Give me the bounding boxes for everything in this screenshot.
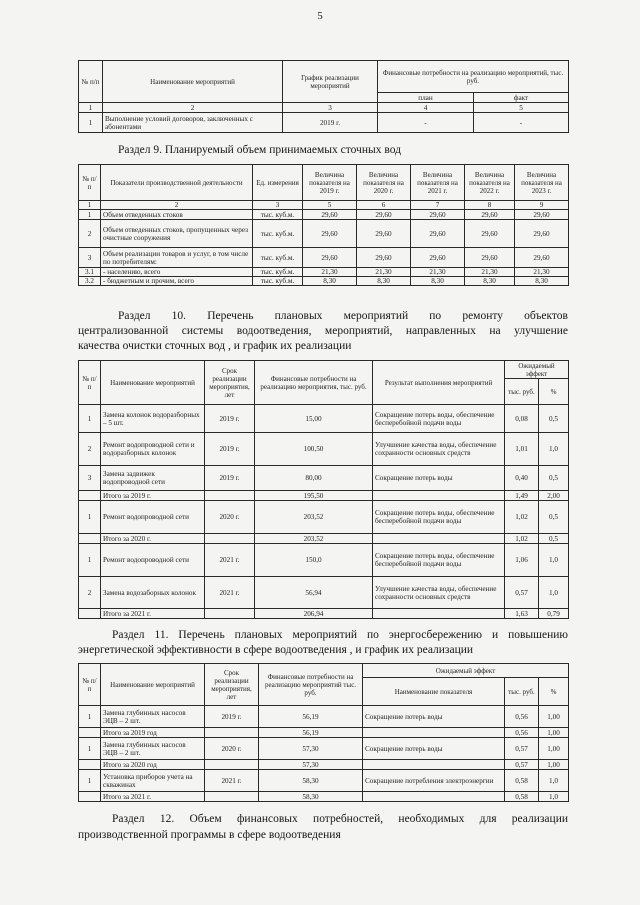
cell: 29,60: [515, 220, 569, 248]
cell: 0,57: [505, 577, 539, 609]
cell: [79, 609, 101, 619]
cell: 1,00: [539, 760, 569, 770]
table-header-row: [79, 165, 569, 201]
colnum: 2: [101, 201, 253, 210]
cell: 29,60: [465, 248, 515, 268]
cell: Сокращение потерь воды, обеспечение бесперебойной подачи воды: [373, 501, 505, 534]
header-cell: Срок реализации мероприятия, лет: [205, 664, 259, 706]
cell: Ремонт водопроводной сети и водоразборных колонок: [101, 433, 205, 466]
cell: 56,19: [259, 728, 363, 738]
cell: 15,00: [255, 405, 373, 433]
cell: 29,60: [515, 210, 569, 220]
cell: 0,57: [505, 760, 539, 770]
table-row: [79, 433, 569, 466]
cell: 57,30: [259, 738, 363, 760]
cell: [373, 491, 505, 501]
table-8-events: [78, 60, 569, 133]
cell: 1,0: [539, 433, 569, 466]
cell: 1: [79, 770, 101, 792]
cell: 29,60: [411, 220, 465, 248]
colnum: 3: [283, 103, 378, 113]
header-cell: № п/ п: [79, 664, 101, 706]
cell: Установка приборов учета на скважинах: [101, 770, 205, 792]
table-9-wastewater-volume: [78, 164, 569, 286]
cell: [79, 760, 101, 770]
cell: 150,0: [255, 544, 373, 577]
cell: [363, 760, 505, 770]
cell: [79, 491, 101, 501]
table-total-row: [79, 609, 569, 619]
cell: 2019 г.: [205, 706, 259, 728]
fact-header: факт: [474, 93, 569, 103]
header-cell: Величина показателя на 2021 г.: [411, 165, 465, 201]
cell: 2021 г.: [205, 544, 255, 577]
table-row: [79, 770, 569, 792]
colnum: 7: [411, 201, 465, 210]
table-row: [79, 113, 569, 133]
cell: 56,19: [259, 706, 363, 728]
cell: Ремонт водопроводной сети: [101, 544, 205, 577]
table-row: [79, 210, 569, 220]
cell: Объем отведенных стоков, пропущенных через очистные сооружения: [101, 220, 253, 248]
cell: 1: [79, 544, 101, 577]
cell: 1: [79, 738, 101, 760]
cell: 1,00: [539, 706, 569, 728]
cell: Сокращение потерь воды: [363, 706, 505, 728]
cell: 100,50: [255, 433, 373, 466]
cell: 2020 г.: [205, 738, 259, 760]
colnum: 4: [378, 103, 474, 113]
cell: Замена водозаборных колонок: [101, 577, 205, 609]
cell: 1: [79, 113, 103, 133]
colnum: 5: [474, 103, 569, 113]
table-11-energy-saving: [78, 663, 569, 802]
cell: 1: [79, 501, 101, 534]
cell: Замена колонок водоразборных – 5 шт.: [101, 405, 205, 433]
cell: 21,30: [303, 268, 357, 277]
header-cell: Наименование показателя: [363, 678, 505, 706]
cell: 1: [79, 210, 101, 220]
colnum: 2: [103, 103, 283, 113]
cell: 29,60: [411, 210, 465, 220]
colnum: 1: [79, 103, 103, 113]
cell: -: [474, 113, 569, 133]
cell: 0,58: [505, 770, 539, 792]
cell: 3.2: [79, 277, 101, 286]
section-9-title: Раздел 9. Планируемый объем принимаемых сточных вод: [118, 144, 401, 156]
table-row: [79, 268, 569, 277]
cell: 29,60: [303, 210, 357, 220]
cell: 57,30: [259, 760, 363, 770]
cell: Выполнение условий договоров, заключенных с абонентами: [103, 113, 283, 133]
cell: Замена глубинных насосов ЭЦВ – 2 шт.: [101, 706, 205, 728]
cell: тыс. куб.м.: [253, 210, 303, 220]
cell: [79, 534, 101, 544]
header-cell: Ед. измерения: [253, 165, 303, 201]
col-num-header: № п/п: [79, 61, 103, 103]
cell: Сокращение потерь воды: [363, 738, 505, 760]
header-cell: Срок реализации мероприятия, лет: [205, 361, 255, 405]
cell: 29,60: [357, 210, 411, 220]
cell: тыс. куб.м.: [253, 220, 303, 248]
cell: 8,30: [357, 277, 411, 286]
cell: [205, 491, 255, 501]
cell: Сокращение потерь воды: [373, 466, 505, 491]
table-10-repair-events: [78, 360, 569, 619]
cell: 1,00: [539, 738, 569, 760]
cell: [363, 728, 505, 738]
cell: Итого за 2020 г.: [101, 534, 205, 544]
cell: 0,5: [539, 501, 569, 534]
cell: 29,60: [303, 248, 357, 268]
table-total-row: [79, 534, 569, 544]
cell: 2021 г.: [205, 577, 255, 609]
header-cell: Результат выполнения мероприятий: [373, 361, 505, 405]
table-total-row: [79, 491, 569, 501]
table-row: [79, 277, 569, 286]
column-numbers-row: [79, 103, 569, 113]
table-total-row: [79, 728, 569, 738]
cell: 58,30: [259, 792, 363, 802]
cell: [373, 534, 505, 544]
cell: тыс. куб.м.: [253, 248, 303, 268]
table-row: [79, 220, 569, 248]
table-row: [79, 501, 569, 534]
header-cell: %: [539, 678, 569, 706]
header-cell: Величина показателя на 2020 г.: [357, 165, 411, 201]
cell: 1,0: [539, 770, 569, 792]
cell: [205, 609, 255, 619]
cell: Итого за 2021 г.: [101, 609, 205, 619]
table-row: [79, 738, 569, 760]
cell: 2019 г.: [205, 433, 255, 466]
cell: - населению, всего: [101, 268, 253, 277]
cell: 3.1: [79, 268, 101, 277]
cell: Сокращение потерь воды, обеспечение бесперебойной подачи воды: [373, 405, 505, 433]
cell: 206,94: [255, 609, 373, 619]
header-cell: Ожидаемый эффект: [363, 664, 569, 678]
section-12-title-line1: Раздел 12. Объем финансовых потребностей, необходимых для реализации: [112, 813, 568, 825]
section-11-title-line1: Раздел 11. Перечень плановых мероприятий по энергосбережению и повышению: [112, 629, 568, 641]
header-cell: Величина показателя на 2019 г.: [303, 165, 357, 201]
header-cell: %: [539, 379, 569, 405]
header-cell: тыс. руб.: [505, 379, 539, 405]
colnum: 5: [303, 201, 357, 210]
cell: 2: [79, 220, 101, 248]
colnum: 6: [357, 201, 411, 210]
table-header-row: [79, 664, 569, 678]
cell: 29,60: [465, 210, 515, 220]
col-schedule-header: График реализации мероприятий: [283, 61, 378, 103]
cell: 0,08: [505, 405, 539, 433]
cell: Улучшение качества воды, обеспечение сохранности основных средств: [373, 433, 505, 466]
cell: 3: [79, 466, 101, 491]
cell: [363, 792, 505, 802]
cell: 21,30: [411, 268, 465, 277]
cell: Сокращение потерь воды, обеспечение бесперебойной подачи воды: [373, 544, 505, 577]
page-number: 5: [317, 10, 323, 22]
cell: 21,30: [465, 268, 515, 277]
header-cell: № п/ п: [79, 361, 101, 405]
cell: 3: [79, 248, 101, 268]
section-10-title-line3: качества очистки сточных вод , и график их реализации: [78, 340, 352, 352]
cell: Итого за 2020 год: [101, 760, 205, 770]
cell: 29,60: [465, 220, 515, 248]
cell: 2: [79, 577, 101, 609]
table-row: [79, 466, 569, 491]
colnum: 9: [515, 201, 569, 210]
cell: 29,60: [515, 248, 569, 268]
cell: Итого за 2019 год: [101, 728, 205, 738]
cell: 29,60: [303, 220, 357, 248]
cell: 0,58: [505, 792, 539, 802]
header-cell: Финансовые потребности на реализацию мероприятия, тыс. руб.: [255, 361, 373, 405]
header-cell: Ожидаемый эффект: [505, 361, 569, 379]
header-cell: тыс. руб.: [505, 678, 539, 706]
cell: [205, 534, 255, 544]
cell: 1,02: [505, 501, 539, 534]
section-10-title-line2: централизованной системы водоотведения, мероприятий, направленных на улучшение: [78, 325, 568, 337]
cell: 2020 г.: [205, 501, 255, 534]
cell: 2019 г.: [205, 466, 255, 491]
cell: Итого за 2021 г.: [101, 792, 205, 802]
table-total-row: [79, 792, 569, 802]
cell: 1,02: [505, 534, 539, 544]
cell: - бюджетным и прочим, всего: [101, 277, 253, 286]
cell: 8,30: [411, 277, 465, 286]
cell: 203,52: [255, 534, 373, 544]
cell: 0,5: [539, 405, 569, 433]
cell: Улучшение качества воды, обеспечение сохранности основных средств: [373, 577, 505, 609]
header-cell: Показатели производственной деятельности: [101, 165, 253, 201]
cell: Итого за 2019 г.: [101, 491, 205, 501]
cell: Замена глубинных насосов ЭЦВ – 2 шт.: [101, 738, 205, 760]
cell: 1,0: [539, 544, 569, 577]
cell: 8,30: [465, 277, 515, 286]
cell: тыс. куб.м.: [253, 277, 303, 286]
header-cell: Наименование мероприятий: [101, 361, 205, 405]
cell: Ремонт водопроводной сети: [101, 501, 205, 534]
cell: тыс. куб.м.: [253, 268, 303, 277]
table-row: [79, 405, 569, 433]
header-cell: Величина показателя на 2022 г.: [465, 165, 515, 201]
cell: 8,30: [303, 277, 357, 286]
cell: [205, 792, 259, 802]
cell: 0,79: [539, 609, 569, 619]
section-12-title-line2: производственной программы в сфере водоотведения: [78, 829, 341, 841]
cell: 2: [79, 433, 101, 466]
section-11-title-line2: энергетической эффективности в сфере водоотведения , и график их реализации: [78, 644, 474, 656]
section-10-title-line1: Раздел 10. Перечень плановых мероприятий по ремонту объектов: [118, 310, 568, 322]
table-row: [79, 706, 569, 728]
cell: 2019 г.: [205, 405, 255, 433]
cell: 29,60: [357, 220, 411, 248]
cell: 0,56: [505, 728, 539, 738]
plan-header: план: [378, 93, 474, 103]
cell: [79, 728, 101, 738]
cell: 203,52: [255, 501, 373, 534]
table-header-row: [79, 361, 569, 379]
colnum: 1: [79, 201, 101, 210]
cell: 2019 г.: [283, 113, 378, 133]
cell: 1: [79, 405, 101, 433]
cell: 0,5: [539, 466, 569, 491]
cell: 8,30: [515, 277, 569, 286]
col-name-header: Наименование мероприятий: [103, 61, 283, 103]
cell: 1,49: [505, 491, 539, 501]
cell: 0,57: [505, 738, 539, 760]
table-row: [79, 544, 569, 577]
column-numbers-row: [79, 201, 569, 210]
cell: Замена задвижек водопроводной сети: [101, 466, 205, 491]
header-cell: Финансовые потребности на реализацию мероприятий тыс. руб.: [259, 664, 363, 706]
cell: [205, 728, 259, 738]
header-cell: № п/п: [79, 165, 101, 201]
cell: 21,30: [357, 268, 411, 277]
cell: -: [378, 113, 474, 133]
cell: 0,5: [539, 534, 569, 544]
cell: 58,30: [259, 770, 363, 792]
cell: 0,40: [505, 466, 539, 491]
cell: 1: [79, 706, 101, 728]
cell: [79, 792, 101, 802]
cell: [205, 760, 259, 770]
cell: Сокращение потребления электроэнергии: [363, 770, 505, 792]
cell: 1,06: [505, 544, 539, 577]
cell: 0,56: [505, 706, 539, 728]
cell: 1,01: [505, 433, 539, 466]
cell: 2021 г.: [205, 770, 259, 792]
cell: 2,00: [539, 491, 569, 501]
cell: 195,50: [255, 491, 373, 501]
table-row: [79, 577, 569, 609]
cell: 1,0: [539, 577, 569, 609]
cell: 29,60: [411, 248, 465, 268]
table-row: [79, 248, 569, 268]
cell: Объем реализации товаров и услуг, в том числе по потребителям:: [101, 248, 253, 268]
cell: 21,30: [515, 268, 569, 277]
cell: 29,60: [357, 248, 411, 268]
cell: Объем отведенных стоков: [101, 210, 253, 220]
cell: 1,00: [539, 728, 569, 738]
header-cell: Величина показателя на 2023 г.: [515, 165, 569, 201]
cell: [373, 609, 505, 619]
table-total-row: [79, 760, 569, 770]
header-cell: Наименование мероприятий: [101, 664, 205, 706]
colnum: 8: [465, 201, 515, 210]
col-finance-header: Финансовые потребности на реализацию мероприятий, тыс. руб.: [378, 61, 569, 93]
cell: 80,00: [255, 466, 373, 491]
cell: 56,94: [255, 577, 373, 609]
cell: 1,0: [539, 792, 569, 802]
colnum: 3: [253, 201, 303, 210]
cell: 1,63: [505, 609, 539, 619]
